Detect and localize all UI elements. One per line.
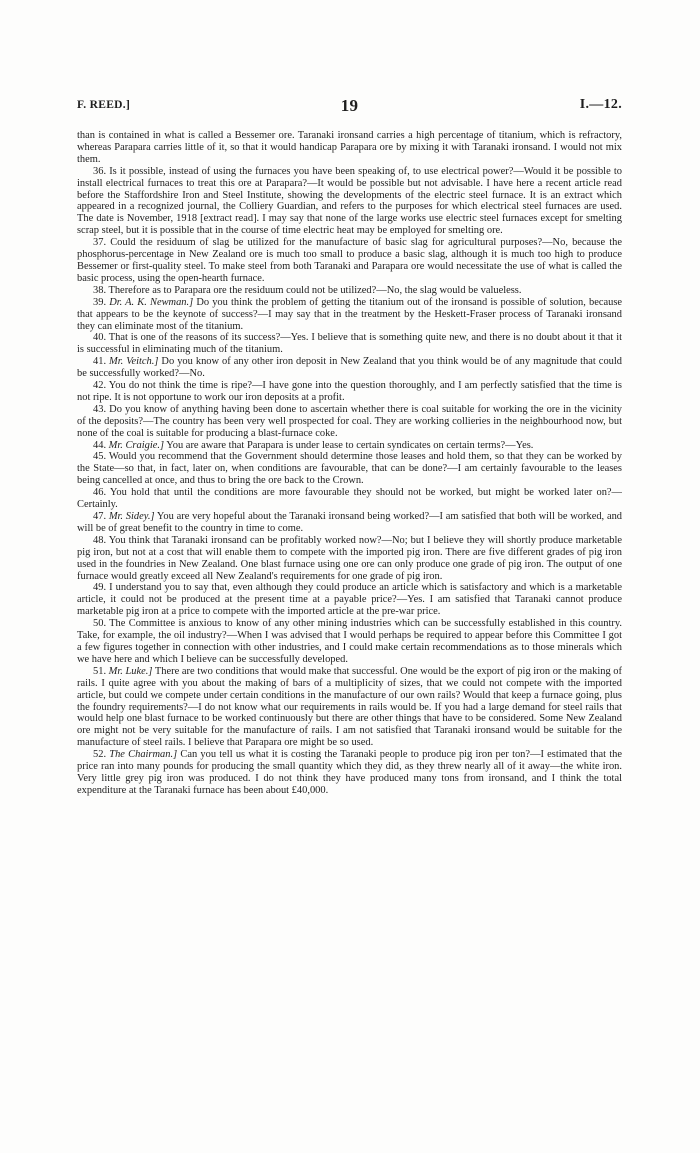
speaker-name: Mr. Sidey.] bbox=[108, 511, 155, 522]
paragraph-text: You are very hopeful about the Taranaki ironsand being worked?—I am satisfied that both will be worked, and will be of great benefit to the country in time to come. bbox=[77, 511, 623, 534]
paragraph bbox=[77, 356, 622, 380]
paragraph bbox=[77, 237, 622, 285]
evidence-text bbox=[77, 130, 622, 797]
paper-reference: I.—12. bbox=[579, 97, 622, 112]
paragraph-text: 48. You think that Taranaki ironsand can be profitably worked now?—No; but I believe they will shortly produce marketable pig iron, but not at a cost that will enable them to compete with the imported pig iron. There are five different grades of pig iron used in the foundries in New Zealand. One blast furnace using one ore can only produce one grade of pig iron. The output of one furnace would greatly exceed all New Zealand's requirements for one grade of pig iron. bbox=[77, 534, 622, 582]
paragraph-text: 37. Could the residuum of slag be utilized for the manufacture of basic slag for agricultural purposes?—No, because the phosphorus-percentage in New Zealand ore is much too small to produce a basic slag, although it is much too high to produce Bessemer or first-quality steel. To make steel from both Taranaki and Parapara ore would necessitate the use of what is called the basic process, using the open-hearth furnace. bbox=[77, 237, 622, 284]
paragraph bbox=[77, 666, 622, 749]
paragraph-text: 49. I understand you to say that, even although they could produce an article which is satisfactory and which is a marketable article, it could not be produced at the present time at a payable price?—Yes. I am satisfied that Taranaki cannot produce marketable pig iron at a price to compete with the imported article at the pre-war price. bbox=[77, 582, 622, 618]
paragraph bbox=[77, 618, 622, 666]
paragraph bbox=[77, 404, 622, 440]
speaker-name: Dr. A. K. Newman.] bbox=[109, 296, 194, 308]
paragraph bbox=[77, 749, 622, 797]
paragraph-text: There are two conditions that would make that successful. One would be the export of pig iron or the making of rails. I quite agree with you about the making of bars of a multiplicity of sizes, that we could not compete with the imported article, but could we compete under certain conditions in the manufacture of our own rails? Would that keep a furnace going, plus the foundry requirements?—I do not know what our requirements in rails would be. If you had a large demand for steel rails that would help one blast furnace to be worked continuously but there are other things that have to be considered. Some New Zealand ore might not be very suitable for the manufacture of rails. I am not satisfied that Taranaki ironsand would be suitable for the manufacture of steel rails. I believe that Parapara ore might be so used. bbox=[77, 665, 623, 749]
paragraph-text: 42. You do not think the time is ripe?—I have gone into the question thoroughly, and I am perfectly satisfied that the time is not ripe. It is not opportune to work our iron deposits at a profit. bbox=[77, 380, 622, 403]
paragraph-text: 38. Therefore as to Parapara ore the residuum could not be utilized?—No, the slag would be valueless. bbox=[93, 284, 522, 296]
speaker-name: Mr. Veitch.] bbox=[109, 356, 159, 368]
paragraph bbox=[77, 297, 622, 333]
paragraph-text: 43. Do you know of anything having been done to ascertain whether there is coal suitable for working the ore in the vicinity of the deposits?—The country has been very well prospected for coal. They are working collieries in the neighbourhood now, but none of the coal is suitable for producing a blast-furnace coke. bbox=[77, 403, 622, 439]
paragraph bbox=[77, 440, 622, 452]
paragraph bbox=[77, 535, 622, 583]
question-number: 41. bbox=[93, 356, 110, 368]
paragraph-text: 36. Is it possible, instead of using the furnaces you have been speaking of, to use electrical power?—Would it be possible to install electrical furnaces to treat this ore at Parapara?—It would be possible but not advisable. I have here a recent article read before the Staffordshire Iron and Steel Institute, showing the developments of the electric steel furnace. It is an extract which appeared in a recognized journal, the Colliery Guardian, and refers to the purposes for which electrical steel furnaces are used. The date is November, 1918 [extract read]. I may say that none of the large works use electric steel furnaces except for smelting scrap steel, but it is possible that in the course of time electric heat may be employed for smelting ore. bbox=[77, 165, 622, 237]
question-number: 52. bbox=[93, 749, 110, 761]
paragraph-text: than is contained in what is called a Bessemer ore. Taranaki ironsand carries a high percentage of titanium, which is refractory, whereas Parapara carries little of it, so that it would handicap Parapara ore by mixing it with Taranaki ironsand. I would not mix them. bbox=[77, 130, 622, 165]
question-number: 47. bbox=[93, 511, 109, 522]
paragraph-text: 40. That is one of the reasons of its success?—Yes. I believe that is something quite new, and there is no doubt about it that it is successful in eliminating much of the titanium. bbox=[77, 332, 622, 356]
paragraph bbox=[77, 285, 622, 297]
question-number: 51. bbox=[93, 665, 109, 677]
paragraph bbox=[77, 380, 622, 404]
speaker-name: Mr. Luke.] bbox=[108, 665, 153, 677]
paragraph-text: You are aware that Parapara is under lease to certain syndicates on certain terms?—Yes. bbox=[164, 439, 534, 451]
paragraph bbox=[77, 130, 622, 166]
page-header bbox=[77, 96, 622, 118]
paragraph-text: 45. Would you recommend that the Government should determine those leases and hold them, so that they can be worked by the State—so that, in fact, later on, when conditions are favourable, that can be done?—I am certainly favourable to the leases being cancelled at once, and thus to bring the ore back to the Crown. bbox=[77, 451, 622, 487]
witness-name: F. REED.] bbox=[77, 99, 131, 111]
paragraph bbox=[77, 332, 622, 356]
paragraph bbox=[77, 451, 622, 487]
paragraph bbox=[77, 487, 622, 511]
paragraph-text: Do you know of any other iron deposit in New Zealand that you think would be of any magnitude that could be successfully worked?—No. bbox=[77, 356, 622, 380]
paragraph bbox=[77, 511, 622, 535]
speaker-name: Mr. Craigie.] bbox=[108, 439, 165, 451]
page-number: 19 bbox=[340, 96, 359, 115]
question-number: 44. bbox=[93, 439, 109, 451]
paragraph-text: Can you tell us what it is costing the Taranaki people to produce pig iron per ton?—I estimated that the price ran into many pounds for producing the small quantity which they did, as they threw nearly all of it away—the white iron. Very little grey pig iron was produced. I do not think they have produced many tons from ironsand, and I think the total expenditure at the Taranaki furnace has been about £40,000. bbox=[77, 749, 622, 796]
paragraph-text: 50. The Committee is anxious to know of any other mining industries which can be successfully established in this country. Take, for example, the oil industry?—When I was advised that I would perhaps be required to appear before this Committee I got a few figures together in connection with other industries, and I could make certain recommendations as to those minerals which we have here and which I believe can be successfully developed. bbox=[77, 618, 622, 665]
paragraph bbox=[77, 582, 622, 618]
paragraph bbox=[77, 166, 622, 237]
question-number: 39. bbox=[93, 296, 110, 308]
speaker-name: The Chairman.] bbox=[109, 749, 178, 761]
paragraph-text: Do you think the problem of getting the titanium out of the ironsand is possible of solution, because that appears to be the keynote of success?—I may say that in the treatment by the Heskett-Fraser process of Taranaki ironsand they can eliminate most of the titanium. bbox=[77, 296, 623, 332]
paragraph-text: 46. You hold that until the conditions are more favourable they should not be worked, but might be worked later on?—Certainly. bbox=[77, 487, 622, 511]
